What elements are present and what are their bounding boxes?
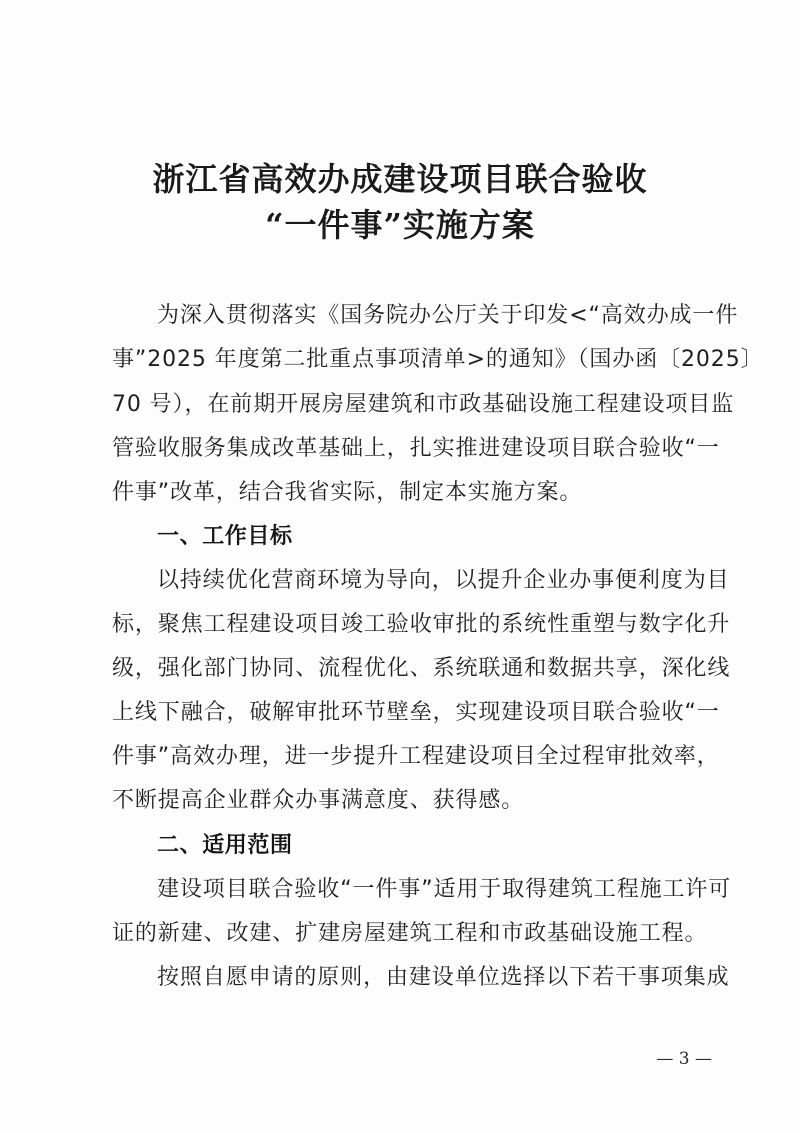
body-line: 级，强化部门协同、流程优化、系统联通和数据共享，深化线 (112, 656, 731, 681)
document-title-line2: “一件事”实施方案 (265, 206, 535, 244)
body-line: 按照自愿申请的原则，由建设单位选择以下若干事项集成 (157, 965, 730, 990)
body-line: 证的新建、改建、扩建房屋建筑工程和市政基础设施工程。 (112, 921, 708, 946)
body-line: 件事”改革，结合我省实际，制定本实施方案。 (112, 480, 583, 505)
body-line: 上线下融合，破解审批环节壁垒，实现建设项目联合验收“一 (112, 700, 720, 725)
document-title-line1: 浙江省高效办成建设项目联合验收 (152, 160, 648, 198)
page-number: — 3 — (656, 1049, 712, 1069)
body-line: 事”2025 年度第二批重点事项清单>的通知》（国办函〔2025〕 (112, 347, 764, 372)
section-heading-scope: 二、适用范围 (157, 833, 293, 858)
body-line: 为深入贯彻落实《国务院办公厅关于印发<“高效办成一件 (157, 303, 739, 328)
body-line: 建设项目联合验收“一件事”适用于取得建筑工程施工许可 (157, 877, 732, 902)
body-line: 以持续优化营商环境为导向，以提升企业办事便利度为目 (157, 568, 730, 593)
body-line: 70 号），在前期开展房屋建筑和市政基础设施工程建设项目监 (112, 392, 735, 417)
body-line: 标，聚焦工程建设项目竣工验收审批的系统性重塑与数字化升 (112, 612, 731, 637)
section-heading-goals: 一、工作目标 (157, 524, 293, 549)
body-line: 管验收服务集成改革基础上，扎实推进建设项目联合验收“一 (112, 436, 720, 461)
body-line: 不断提高企业群众办事满意度、获得感。 (112, 788, 525, 813)
body-line: 件事”高效办理，进一步提升工程建设项目全过程审批效率， (112, 744, 720, 769)
